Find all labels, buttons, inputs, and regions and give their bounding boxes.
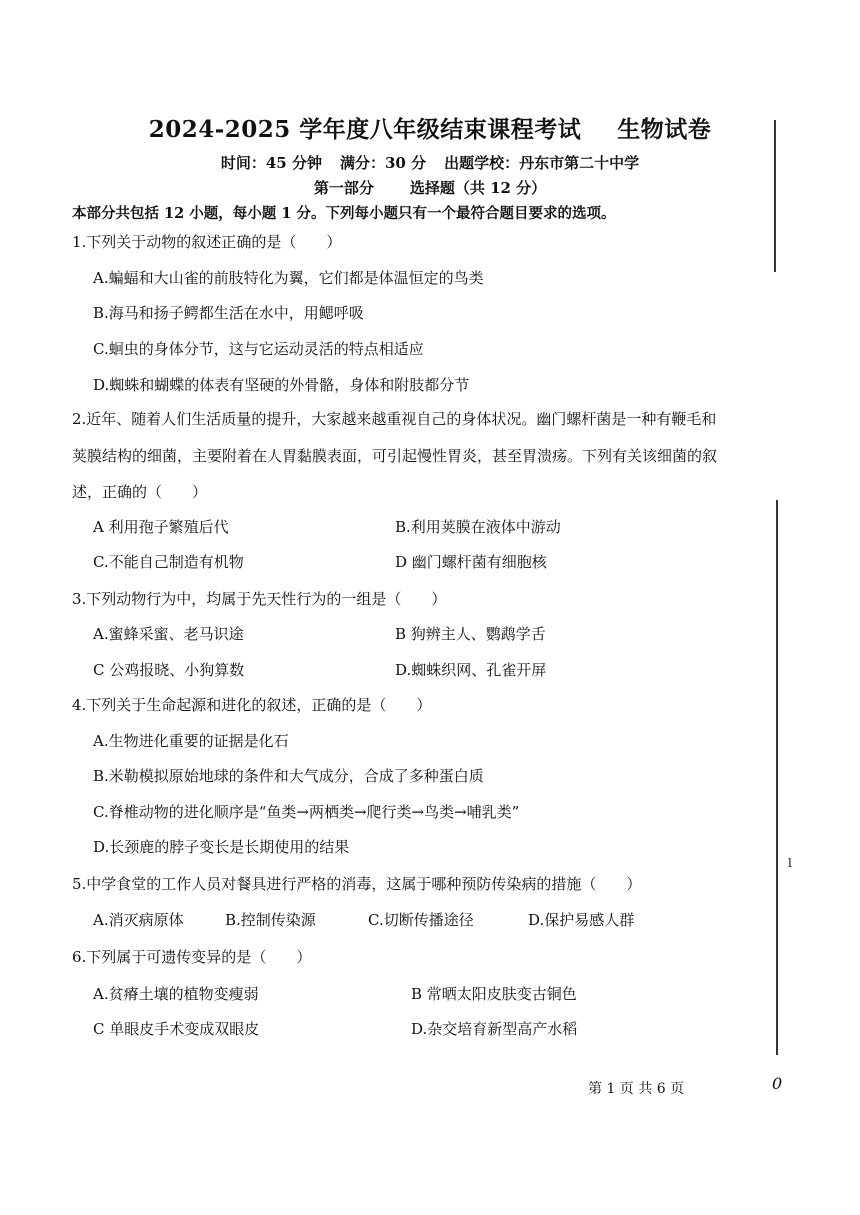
question-4-option-a: A.生物进化重要的证据是化石 bbox=[93, 732, 289, 750]
question-4-option-b: B.米勒模拟原始地球的条件和大气成分，合成了多种蛋白质 bbox=[93, 767, 484, 785]
exam-title bbox=[0, 111, 860, 144]
question-3-option-c: C 公鸡报晓、小狗算数 bbox=[93, 661, 245, 679]
margin-scan-line-top bbox=[774, 120, 776, 272]
question-1-option-b: B.海马和扬子鳄都生活在水中，用鳃呼吸 bbox=[93, 304, 364, 322]
exam-info-line bbox=[0, 152, 860, 173]
question-5-option-b: B.控制传染源 bbox=[225, 911, 316, 929]
question-3-stem: 3.下列动物行为中，均属于先天性行为的一组是（ ） bbox=[72, 590, 447, 608]
question-4-option-c: C.脊椎动物的进化顺序是“鱼类→两栖类→爬行类→鸟类→哺乳类” bbox=[93, 803, 520, 821]
question-2-option-c: C.不能自己制造有机物 bbox=[93, 553, 244, 571]
instructions: 本部分共包括 12 小题，每小题 1 分。下列每小题只有一个最符合题目要求的选项。 bbox=[72, 205, 616, 222]
question-1-option-c: C.蛔虫的身体分节，这与它运动灵活的特点相适应 bbox=[93, 340, 424, 358]
question-6-stem: 6.下列属于可遗传变异的是（ ） bbox=[72, 948, 312, 966]
question-5-option-a: A.消灭病原体 bbox=[93, 911, 184, 929]
question-2-option-a: A 利用孢子繁殖后代 bbox=[93, 518, 229, 536]
title-right: 生物试卷 bbox=[617, 116, 712, 143]
question-1-option-a: A.蝙蝠和大山雀的前肢特化为翼，它们都是体温恒定的鸟类 bbox=[93, 269, 484, 287]
question-1-option-d: D.蜘蛛和蝴蝶的体表有坚硬的外骨骼，身体和附肢都分节 bbox=[93, 376, 470, 394]
question-2-option-d: D 幽门螺杆菌有细胞核 bbox=[395, 553, 547, 571]
question-2-option-b: B.利用荚膜在液体中游动 bbox=[395, 518, 561, 536]
question-5-option-c: C.切断传播途径 bbox=[368, 911, 474, 929]
question-6-option-d: D.杂交培育新型高产水稻 bbox=[411, 1020, 578, 1038]
question-4-stem: 4.下列关于生命起源和进化的叙述，正确的是（ ） bbox=[72, 696, 432, 714]
question-6-option-b: B 常晒太阳皮肤变古铜色 bbox=[411, 985, 577, 1003]
question-6-option-c: C 单眼皮手术变成双眼皮 bbox=[93, 1020, 260, 1038]
part-title: 选择题（共 12 分） bbox=[409, 179, 547, 197]
exam-score: 满分：30 分 bbox=[339, 154, 427, 172]
question-2-stem-line-2: 荚膜结构的细菌，主要附着在人胃黏膜表面，可引起慢性胃炎，甚至胃溃疡。下列有关该细菌的叙 bbox=[72, 447, 718, 465]
exam-school: 出题学校：丹东市第二十中学 bbox=[444, 154, 640, 172]
question-2-stem-line-1: 2.近年、随着人们生活质量的提升，大家越来越重视自己的身体状况。幽门螺杆菌是一种有鞭毛和 bbox=[72, 410, 717, 428]
exam-time: 时间：45 分钟 bbox=[220, 154, 322, 172]
question-4-option-d: D.长颈鹿的脖子变长是长期使用的结果 bbox=[93, 838, 350, 856]
page-number: 第 1 页 共 6 页 bbox=[588, 1081, 685, 1097]
question-3-option-d: D.蜘蛛织网、孔雀开屏 bbox=[395, 661, 547, 679]
question-6-option-a: A.贫瘠土壤的植物变瘦弱 bbox=[93, 985, 259, 1003]
question-2-stem-line-3: 述，正确的（ ） bbox=[72, 483, 208, 501]
question-5-option-d: D.保护易感人群 bbox=[528, 911, 635, 929]
corner-mark: 0 bbox=[772, 1074, 783, 1093]
margin-tick: l bbox=[788, 856, 792, 870]
question-3-option-a: A.蜜蜂采蜜、老马识途 bbox=[93, 625, 244, 643]
question-3-option-b: B 狗辨主人、鹦鹉学舌 bbox=[395, 625, 546, 643]
title-left: 2024-2025 学年度八年级结束课程考试 bbox=[148, 116, 582, 143]
margin-scan-line-bottom bbox=[776, 500, 778, 1055]
question-5-stem: 5.中学食堂的工作人员对餐具进行严格的消毒，这属于哪种预防传染病的措施（ ） bbox=[72, 875, 642, 893]
part-label: 第一部分 bbox=[313, 179, 374, 197]
part-heading bbox=[0, 177, 860, 198]
question-1-stem: 1.下列关于动物的叙述正确的是（ ） bbox=[72, 233, 342, 251]
